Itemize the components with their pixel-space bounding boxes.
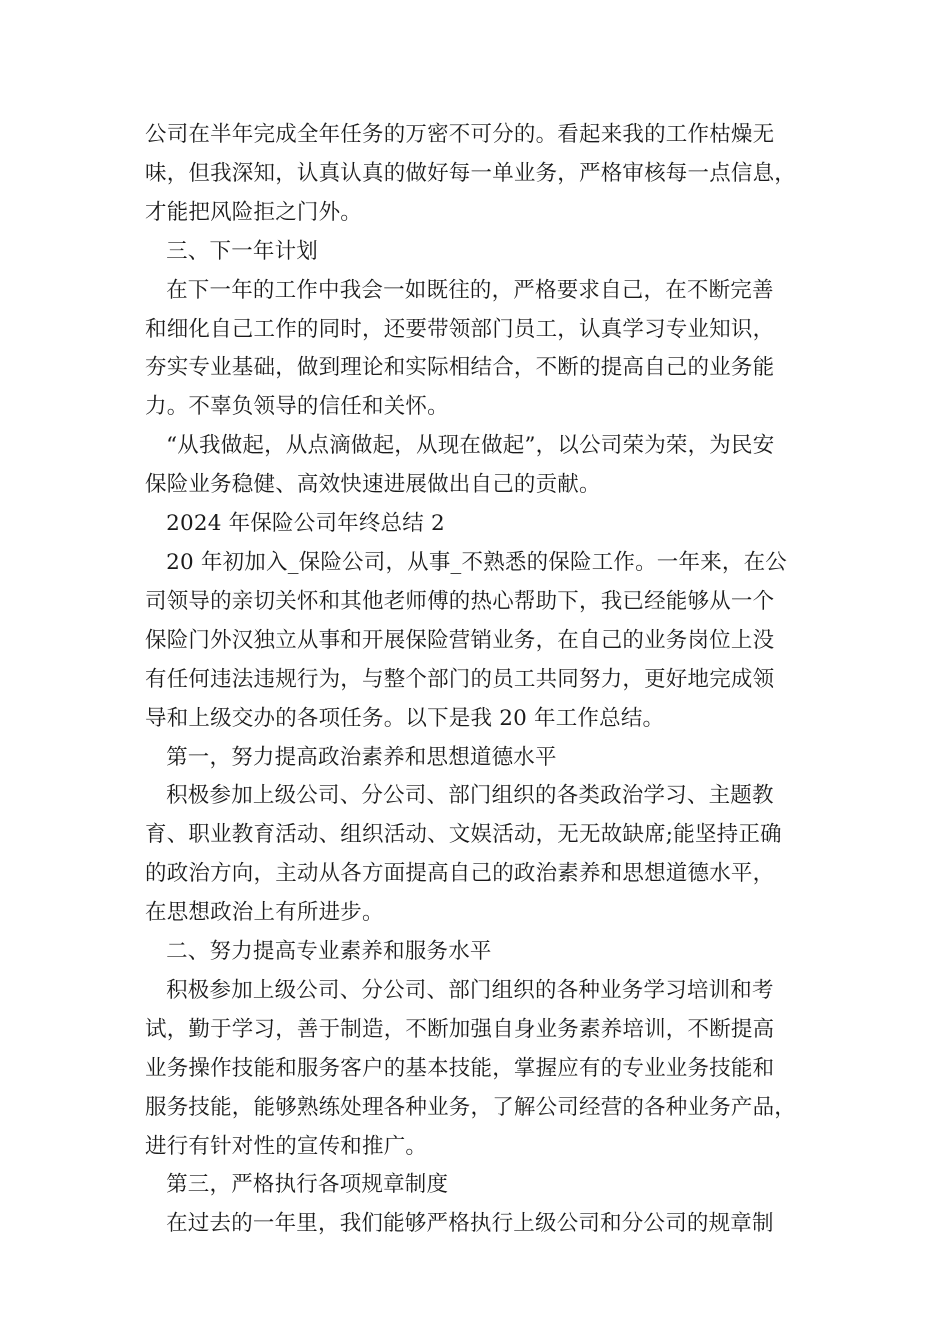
text-line: 司领导的亲切关怀和其他老师傅的热心帮助下，我已经能够从一个 (145, 588, 775, 614)
text-line: 在下一年的工作中我会一如既往的，严格要求自己，在不断完善 (145, 277, 774, 303)
text-line: 保险门外汉独立从事和开展保险营销业务，在自己的业务岗位上没 (145, 627, 775, 653)
section-heading: 第三，严格执行各项规章制度 (145, 1172, 449, 1198)
text-line: 有任何违法违规行为，与整个部门的员工共同努力，更好地完成领 (145, 666, 775, 692)
text-line: 的政治方向，主动从各方面提高自己的政治素养和思想道德水平， (145, 861, 775, 887)
text-line: 试，勤于学习，善于制造，不断加强自身业务素养培训，不断提高 (145, 1016, 775, 1042)
section-heading: 第一，努力提高政治素养和思想道德水平 (145, 744, 557, 770)
text-line: 和细化自己工作的同时，还要带领部门员工，认真学习专业知识， (145, 316, 775, 342)
text-line: 夯实专业基础，做到理论和实际相结合，不断的提高自己的业务能 (145, 355, 775, 381)
text-line: 保险业务稳健、高效快速进展做出自己的贡献。 (145, 472, 601, 498)
text-line: 才能把风险拒之门外。 (145, 199, 363, 225)
section-heading: 三、下一年计划 (145, 238, 319, 264)
section-heading: 2024 年保险公司年终总结 2 (145, 511, 445, 537)
text-line: 在思想政治上有所进步。 (145, 900, 384, 926)
text-line: 积极参加上级公司、分公司、部门组织的各种业务学习培训和考 (145, 977, 774, 1003)
section-heading: 二、努力提高专业素养和服务水平 (145, 939, 492, 965)
text-line: 业务操作技能和服务客户的基本技能，掌握应有的专业业务技能和 (145, 1055, 775, 1081)
text-line: 育、职业教育活动、组织活动、文娱活动，无无故缺席;能坚持正确 (145, 822, 782, 848)
text-line: “从我做起，从点滴做起，从现在做起”，以公司荣为荣，为民安 (145, 433, 775, 459)
text-line: 导和上级交办的各项任务。以下是我 20 年工作总结。 (145, 705, 665, 731)
text-line: 在过去的一年里，我们能够严格执行上级公司和分公司的规章制 (145, 1211, 774, 1237)
document-body (145, 116, 825, 1244)
text-line: 味，但我深知，认真认真的做好每一单业务，严格审核每一点信息， (145, 160, 797, 186)
text-line: 积极参加上级公司、分公司、部门组织的各类政治学习、主题教 (145, 783, 774, 809)
text-line: 20 年初加入_保险公司，从事_不熟悉的保险工作。一年来，在公 (145, 549, 787, 575)
text-line: 服务技能，能够熟练处理各种业务，了解公司经营的各种业务产品， (145, 1094, 797, 1120)
text-line: 力。不辜负领导的信任和关怀。 (145, 394, 449, 420)
text-line: 公司在半年完成全年任务的万密不可分的。看起来我的工作枯燥无 (145, 122, 775, 147)
text-line: 进行有针对性的宣传和推广。 (145, 1133, 428, 1159)
